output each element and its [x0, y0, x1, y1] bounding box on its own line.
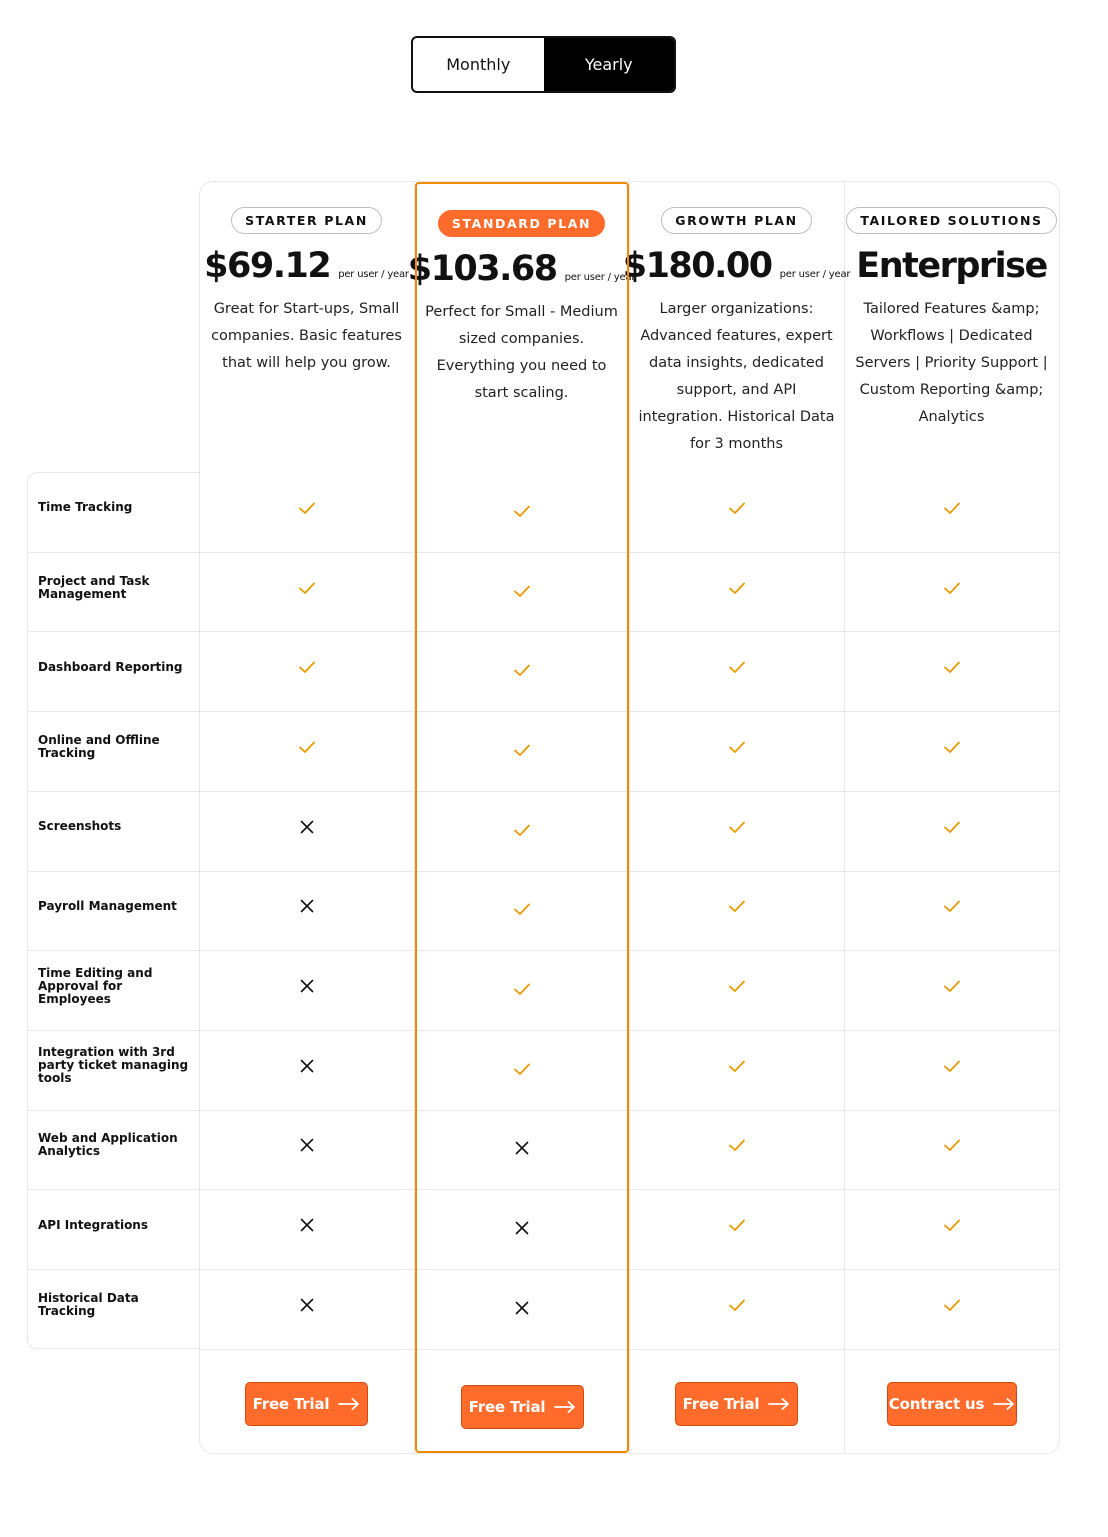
- cross-icon: [513, 1139, 531, 1157]
- plan-growth: [622, 182, 851, 472]
- check-icon: [298, 658, 316, 676]
- enterprise-contact-button[interactable]: [887, 1382, 1017, 1426]
- row-divider: [27, 791, 1060, 792]
- check-icon: [728, 658, 746, 676]
- toggle-yearly[interactable]: Yearly: [544, 38, 675, 91]
- arrow-right-icon: [993, 1398, 1015, 1410]
- check-icon: [298, 499, 316, 517]
- check-icon: [728, 818, 746, 836]
- row-divider: [27, 871, 1060, 872]
- row-divider: [27, 552, 1060, 553]
- plan-standard: [407, 182, 636, 472]
- check-icon: [728, 579, 746, 597]
- plan-price: Enterprise: [856, 246, 1047, 286]
- plan-badge: STANDARD PLAN: [438, 210, 605, 237]
- check-icon: [513, 821, 531, 839]
- row-divider: [27, 711, 1060, 712]
- plan-price: $180.00: [622, 246, 772, 286]
- plan-price-unit: per user / year: [779, 269, 851, 280]
- row-divider: [199, 1349, 1060, 1350]
- feature-label: API Integrations: [38, 1218, 148, 1232]
- check-icon: [728, 738, 746, 756]
- row-divider: [27, 1269, 1060, 1270]
- cross-icon: [298, 977, 316, 995]
- cross-icon: [298, 1296, 316, 1314]
- check-icon: [513, 900, 531, 918]
- plan-description: Tailored Features &amp; Workflows | Dedicated Servers | Priority Support | Custom Reporting &amp; Analytics: [855, 301, 1048, 425]
- check-icon: [728, 1296, 746, 1314]
- arrow-right-icon: [768, 1398, 790, 1410]
- button-label: Free Trial: [468, 1398, 546, 1416]
- row-divider: [27, 1030, 1060, 1031]
- check-icon: [943, 658, 961, 676]
- feature-label: Time Editing and Approval for Employees: [38, 966, 153, 1006]
- check-icon: [943, 1216, 961, 1234]
- plan-description: Larger organizations: Advanced features, expert data insights, dedicated support, and API integration. Historical Data for 3 months: [638, 301, 835, 452]
- row-divider: [27, 631, 1060, 632]
- check-icon: [298, 579, 316, 597]
- check-icon: [513, 980, 531, 998]
- feature-label: Payroll Management: [38, 899, 177, 913]
- plan-price: $103.68: [407, 249, 557, 289]
- feature-label: Dashboard Reporting: [38, 660, 183, 674]
- check-icon: [943, 818, 961, 836]
- cross-icon: [298, 818, 316, 836]
- check-icon: [943, 1057, 961, 1075]
- plan-price-unit: per user / year: [564, 272, 636, 283]
- feature-label: Online and Offline Tracking: [38, 733, 160, 760]
- feature-label: Integration with 3rd party ticket managing tools: [38, 1045, 189, 1085]
- check-icon: [728, 499, 746, 517]
- plan-badge: STARTER PLAN: [231, 207, 382, 234]
- check-icon: [728, 1136, 746, 1154]
- plan-enterprise: [844, 182, 1059, 472]
- check-icon: [513, 741, 531, 759]
- cross-icon: [298, 1216, 316, 1234]
- arrow-right-icon: [554, 1401, 576, 1413]
- row-divider: [27, 1189, 1060, 1190]
- plan-price-unit: per user / year: [338, 269, 409, 280]
- cross-icon: [298, 897, 316, 915]
- check-icon: [943, 499, 961, 517]
- plan-badge: GROWTH PLAN: [661, 207, 812, 234]
- button-label: Contract us: [888, 1395, 985, 1413]
- check-icon: [728, 897, 746, 915]
- row-divider: [27, 1110, 1060, 1111]
- starter-free-trial-button[interactable]: [245, 1382, 368, 1426]
- check-icon: [728, 1216, 746, 1234]
- arrow-right-icon: [338, 1398, 360, 1410]
- feature-label: Web and Application Analytics: [38, 1131, 178, 1158]
- cross-icon: [513, 1219, 531, 1237]
- check-icon: [943, 738, 961, 756]
- cross-icon: [513, 1299, 531, 1317]
- feature-label: Screenshots: [38, 819, 122, 833]
- feature-label: Time Tracking: [38, 500, 133, 514]
- plan-starter: [199, 182, 414, 472]
- check-icon: [513, 582, 531, 600]
- check-icon: [943, 579, 961, 597]
- button-label: Free Trial: [682, 1395, 760, 1413]
- check-icon: [943, 897, 961, 915]
- growth-free-trial-button[interactable]: [675, 1382, 798, 1426]
- check-icon: [943, 1296, 961, 1314]
- standard-free-trial-button[interactable]: [461, 1385, 584, 1429]
- check-icon: [513, 661, 531, 679]
- button-label: Free Trial: [252, 1395, 330, 1413]
- row-divider: [27, 950, 1060, 951]
- plan-price: $69.12: [204, 246, 331, 286]
- check-icon: [298, 738, 316, 756]
- cross-icon: [298, 1057, 316, 1075]
- check-icon: [513, 1060, 531, 1078]
- check-icon: [943, 1136, 961, 1154]
- check-icon: [943, 977, 961, 995]
- toggle-monthly[interactable]: Monthly: [446, 55, 511, 74]
- billing-toggle[interactable]: [411, 36, 676, 93]
- feature-label: Historical Data Tracking: [38, 1291, 139, 1318]
- plan-badge: TAILORED SOLUTIONS: [846, 207, 1056, 234]
- plan-description: Great for Start-ups, Small companies. Basic features that will help you grow.: [211, 301, 402, 371]
- check-icon: [728, 977, 746, 995]
- feature-label: Project and Task Management: [38, 574, 150, 601]
- check-icon: [513, 502, 531, 520]
- cross-icon: [298, 1136, 316, 1154]
- plan-description: Perfect for Small - Medium sized companies. Everything you need to start scaling.: [425, 304, 618, 401]
- check-icon: [728, 1057, 746, 1075]
